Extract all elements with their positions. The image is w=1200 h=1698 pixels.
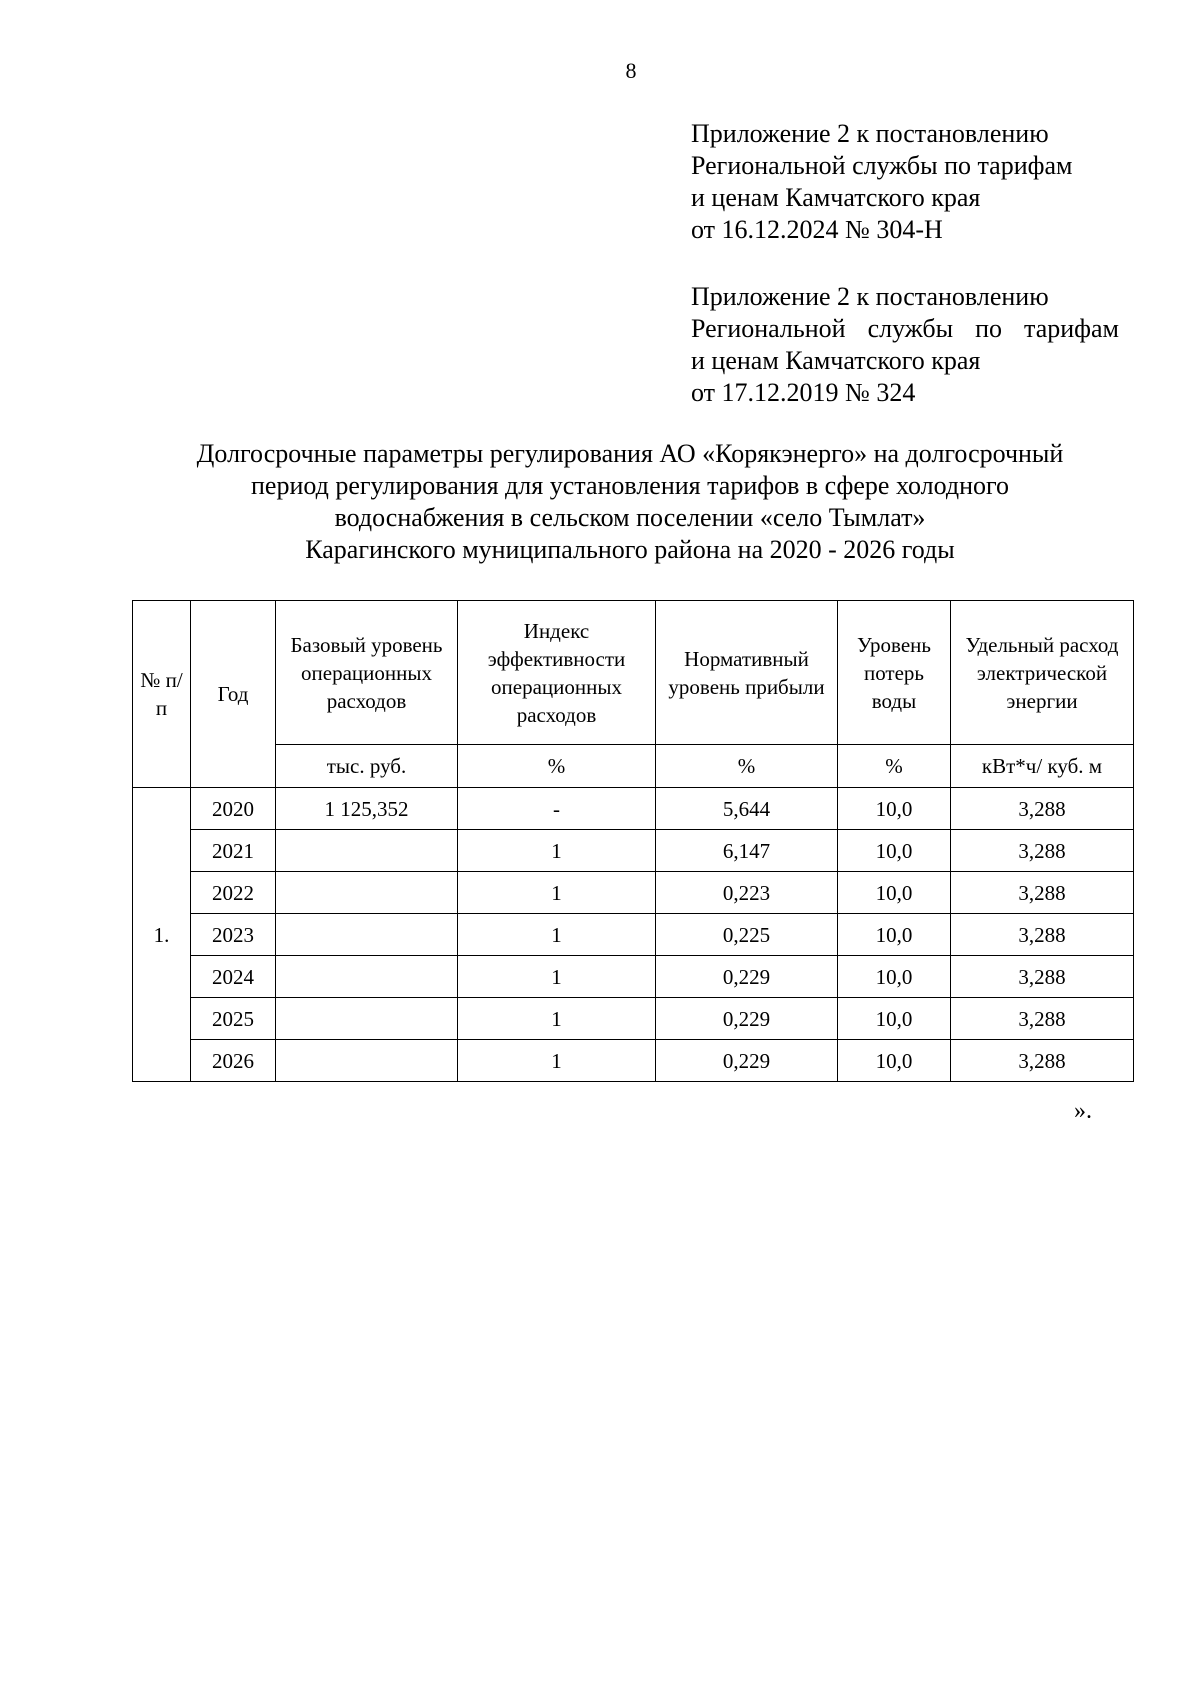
appendix-line: Приложение 2 к постановлению (691, 119, 1049, 148)
base-opex-cell: 1 125,352 (276, 788, 458, 830)
base-opex-cell (276, 1040, 458, 1082)
water-loss-cell: 10,0 (838, 872, 951, 914)
year-cell: 2024 (191, 956, 276, 998)
efficiency-index-cell: 1 (458, 914, 656, 956)
year-cell: 2022 (191, 872, 276, 914)
appendix-line: Региональной службы по тарифам (691, 151, 1073, 180)
table-row (133, 1040, 1134, 1082)
profit-level-cell: 0,223 (656, 872, 838, 914)
closing-quote: ». (1074, 1098, 1092, 1124)
unit-water-loss: % (838, 745, 951, 788)
unit-profit-level: % (656, 745, 838, 788)
year-cell: 2020 (191, 788, 276, 830)
unit-energy-consumption: кВт*ч/ куб. м (951, 745, 1134, 788)
table-row (133, 956, 1134, 998)
header-year: Год (191, 601, 276, 788)
table-row (133, 998, 1134, 1040)
profit-level-cell: 6,147 (656, 830, 838, 872)
table-units-row (133, 745, 1134, 788)
water-loss-cell: 10,0 (838, 914, 951, 956)
table-header-row (133, 601, 1134, 745)
title-line: водоснабжения в сельском поселении «село Тымлат» (334, 503, 926, 532)
energy-consumption-cell: 3,288 (951, 1040, 1134, 1082)
profit-level-cell: 0,225 (656, 914, 838, 956)
year-cell: 2025 (191, 998, 276, 1040)
title-line: Карагинского муниципального района на 2020 - 2026 годы (305, 535, 955, 564)
energy-consumption-cell: 3,288 (951, 788, 1134, 830)
table-row (133, 830, 1134, 872)
row-number-cell: 1. (133, 788, 191, 1082)
water-loss-cell: 10,0 (838, 956, 951, 998)
appendix-line: от 16.12.2024 № 304-Н (691, 215, 943, 244)
water-loss-cell: 10,0 (838, 998, 951, 1040)
energy-consumption-cell: 3,288 (951, 914, 1134, 956)
table-row (133, 914, 1134, 956)
efficiency-index-cell: - (458, 788, 656, 830)
appendix-line: Приложение 2 к постановлению (691, 282, 1049, 311)
unit-base-opex: тыс. руб. (276, 745, 458, 788)
appendix-line: Региональной службы по тарифам (691, 314, 1119, 343)
appendix-line: и ценам Камчатского края (691, 183, 981, 212)
appendix-line: от 17.12.2019 № 324 (691, 378, 916, 407)
base-opex-cell (276, 956, 458, 998)
efficiency-index-cell: 1 (458, 830, 656, 872)
header-water-loss: Уровень потерь воды (838, 601, 951, 745)
appendix-block-original (691, 281, 1119, 409)
unit-efficiency-index: % (458, 745, 656, 788)
profit-level-cell: 0,229 (656, 956, 838, 998)
energy-consumption-cell: 3,288 (951, 872, 1134, 914)
header-energy-consumption: Удельный расход электрической энергии (951, 601, 1134, 745)
year-cell: 2021 (191, 830, 276, 872)
title-line: Долгосрочные параметры регулирования АО «Корякэнерго» на долгосрочный (196, 439, 1064, 468)
profit-level-cell: 0,229 (656, 1040, 838, 1082)
profit-level-cell: 5,644 (656, 788, 838, 830)
year-cell: 2023 (191, 914, 276, 956)
year-cell: 2026 (191, 1040, 276, 1082)
base-opex-cell (276, 914, 458, 956)
efficiency-index-cell: 1 (458, 956, 656, 998)
efficiency-index-cell: 1 (458, 1040, 656, 1082)
table-row (133, 872, 1134, 914)
energy-consumption-cell: 3,288 (951, 830, 1134, 872)
water-loss-cell: 10,0 (838, 1040, 951, 1082)
water-loss-cell: 10,0 (838, 830, 951, 872)
header-base-opex: Базовый уровень операционных расходов (276, 601, 458, 745)
efficiency-index-cell: 1 (458, 872, 656, 914)
profit-level-cell: 0,229 (656, 998, 838, 1040)
title-line: период регулирования для установления тарифов в сфере холодного (251, 471, 1009, 500)
page-number: 8 (625, 58, 637, 83)
table-row (133, 788, 1134, 830)
base-opex-cell (276, 872, 458, 914)
efficiency-index-cell: 1 (458, 998, 656, 1040)
base-opex-cell (276, 830, 458, 872)
energy-consumption-cell: 3,288 (951, 998, 1134, 1040)
base-opex-cell (276, 998, 458, 1040)
header-num: № п/п (133, 601, 191, 788)
document-title (120, 438, 1140, 566)
appendix-block-current (691, 118, 1072, 246)
parameters-table (132, 600, 1134, 1082)
header-efficiency-index: Индекс эффективности операционных расходов (458, 601, 656, 745)
water-loss-cell: 10,0 (838, 788, 951, 830)
energy-consumption-cell: 3,288 (951, 956, 1134, 998)
header-profit-level: Нормативный уровень прибыли (656, 601, 838, 745)
appendix-line: и ценам Камчатского края (691, 346, 981, 375)
